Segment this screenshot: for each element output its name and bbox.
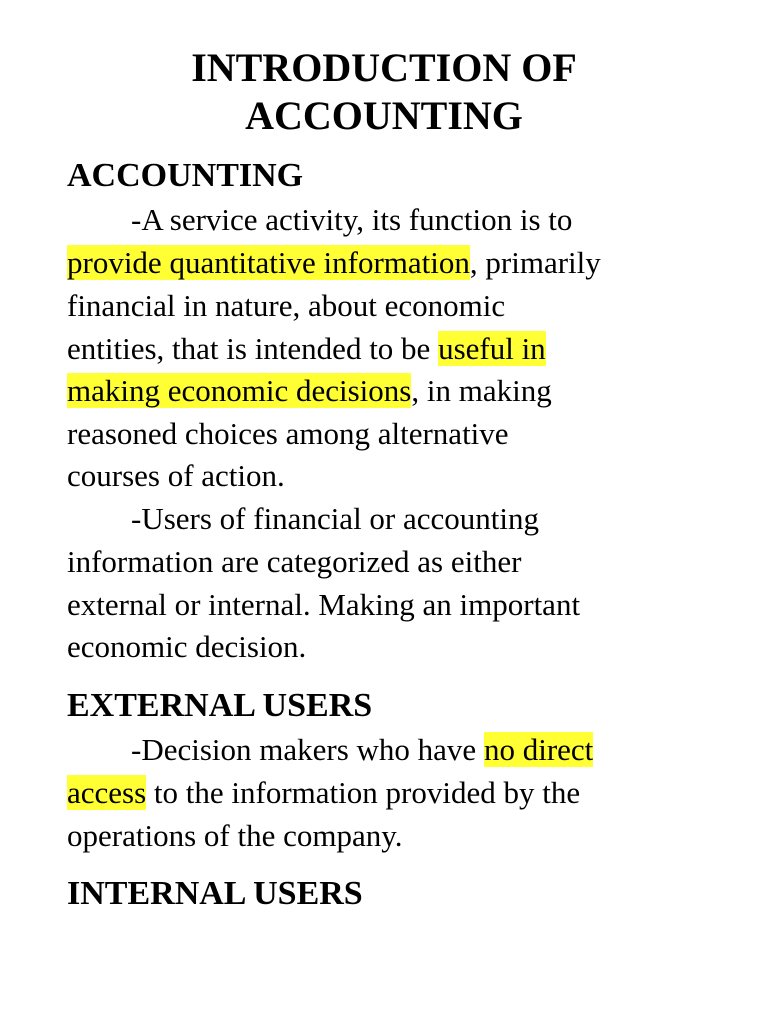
- highlighted-text: useful in: [438, 331, 546, 366]
- text-span: operations of the company.: [67, 818, 403, 853]
- highlighted-text: provide quantitative information: [67, 245, 470, 280]
- paragraph-line: [67, 457, 285, 495]
- text-span: economic decision.: [67, 629, 307, 664]
- paragraph-line: [67, 287, 505, 325]
- text-span: -Users of financial or accounting: [131, 501, 540, 536]
- text-span: courses of action.: [67, 458, 285, 493]
- paragraph-line: [67, 586, 580, 624]
- paragraph-line: [67, 415, 509, 453]
- text-span: -A service activity, its function is to: [131, 202, 573, 237]
- paragraph-line: [131, 500, 539, 538]
- text-span: to the information provided by the: [146, 775, 581, 810]
- paragraph-line: [131, 731, 593, 769]
- section-heading-accounting: ACCOUNTING: [67, 157, 304, 194]
- paragraph-line: [67, 817, 402, 855]
- text-span: entities, that is intended to be: [67, 331, 439, 366]
- document-title-line-2: ACCOUNTING: [245, 93, 523, 138]
- paragraph-line: [131, 201, 572, 239]
- section-heading-internal-users: INTERNAL USERS: [67, 875, 363, 912]
- text-span: external or internal. Making an important: [67, 587, 581, 622]
- text-span: , in making: [411, 373, 552, 408]
- text-span: , primarily: [469, 245, 601, 280]
- text-span: reasoned choices among alternative: [67, 416, 509, 451]
- text-span: financial in nature, about economic: [67, 288, 506, 323]
- text-span: information are categorized as either: [67, 544, 522, 579]
- highlighted-text: no direct: [483, 732, 594, 767]
- paragraph-line: [67, 372, 552, 410]
- text-span: -Decision makers who have: [131, 732, 484, 767]
- highlighted-text: making economic decisions: [67, 373, 412, 408]
- paragraph-line: [67, 330, 546, 368]
- highlighted-text: access: [67, 775, 147, 810]
- document-title-line-1: INTRODUCTION OF: [191, 45, 577, 90]
- section-heading-external-users: EXTERNAL USERS: [67, 687, 373, 724]
- paragraph-line: [67, 244, 601, 282]
- paragraph-line: [67, 774, 580, 812]
- paragraph-line: [67, 543, 521, 581]
- paragraph-line: [67, 628, 306, 666]
